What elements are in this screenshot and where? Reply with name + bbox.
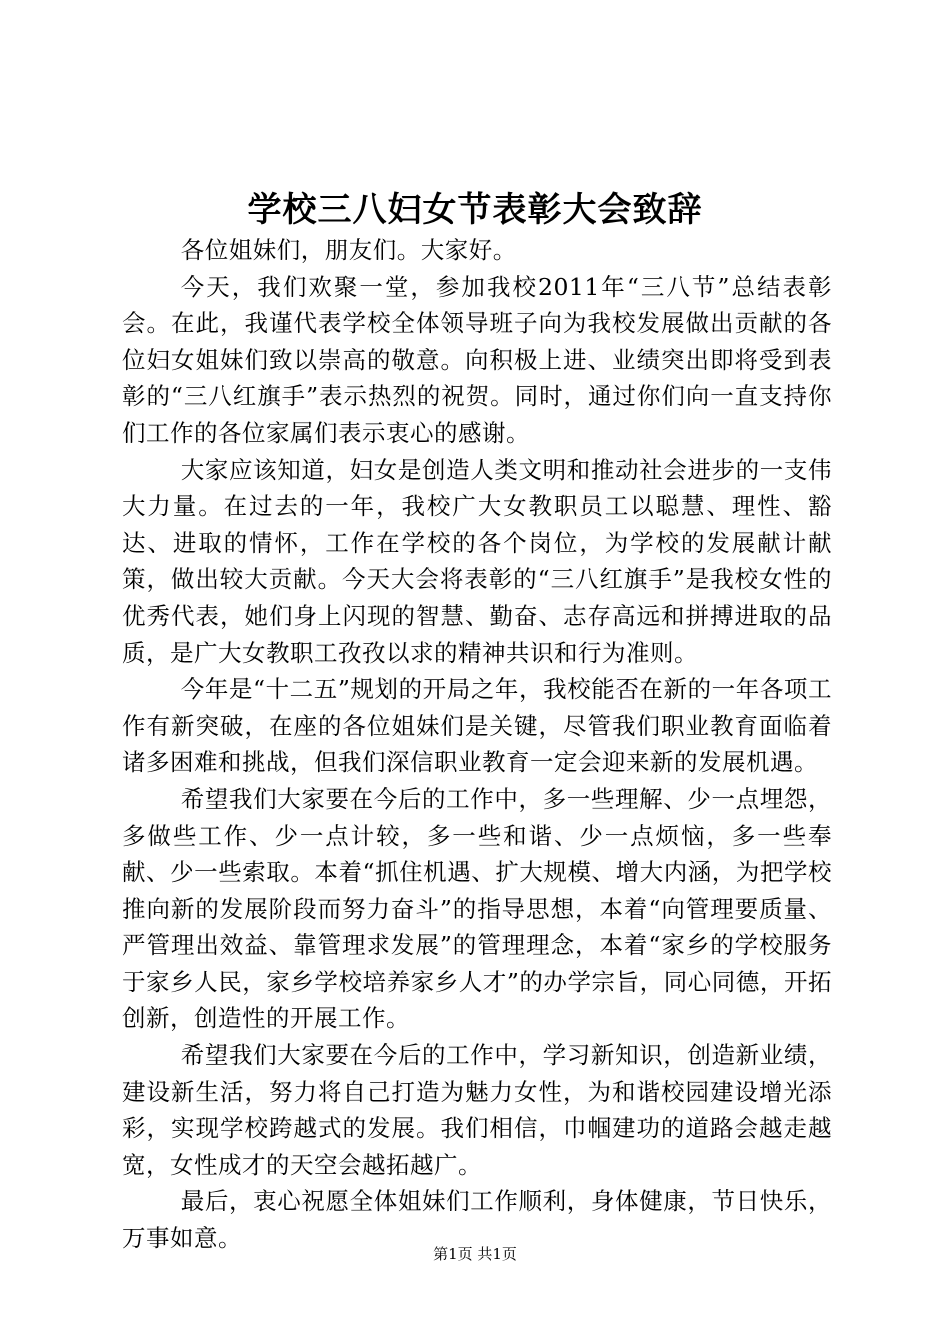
document-body bbox=[122, 232, 832, 1257]
paragraph-hopes-development: 希望我们大家要在今后的工作中，学习新知识，创造新业绩，建设新生活，努力将自己打造为魅力女性，为和谐校园建设增光添彩，实现学校跨越式的发展。我们相信，巾帼建功的道路会越走越宽，女性成才的天空会越拓越广。 bbox=[122, 1041, 832, 1179]
paragraph-women-contribution: 大家应该知道，妇女是创造人类文明和推动社会进步的一支伟大力量。在过去的一年，我校广大女教职员工以聪慧、理性、豁达、进取的情怀，工作在学校的各个岗位，为学校的发展献计献策，做出较大贡献。今天大会将表彰的“三八红旗手”是我校女性的优秀代表，她们身上闪现的智慧、勤奋、志存高远和拼搏进取的品质，是广大女教职工孜孜以求的精神共识和行为准则。 bbox=[122, 455, 832, 667]
document-title: 学校三八妇女节表彰大会致辞 bbox=[247, 190, 703, 230]
paragraph-greeting: 各位姐妹们，朋友们。大家好。 bbox=[180, 236, 517, 264]
paragraph-hopes-work: 希望我们大家要在今后的工作中，多一些理解、少一点埋怨，多做些工作、少一点计较，多一些和谐、少一点烦恼，多一些奉献、少一些索取。本着“抓住机遇、扩大规模、增大内涵，为把学校推向新的发展阶段而努力奋斗”的指导思想，本着“向管理要质量、严管理出效益、靠管理求发展”的管理理念，本着“家乡的学校服务于家乡人民，家乡学校培养家乡人才”的办学宗旨，同心同德，开拓创新，创造性的开展工作。 bbox=[122, 784, 832, 1033]
page-number-footer: 第1页 共1页 bbox=[433, 1245, 517, 1263]
paragraph-five-year-plan: 今年是“十二五”规划的开局之年，我校能否在新的一年各项工作有新突破，在座的各位姐妹们是关键，尽管我们职业教育面临着诸多困难和挑战，但我们深信职业教育一定会迎来新的发展机遇。 bbox=[122, 675, 832, 777]
paragraph-opening: 今天，我们欢聚一堂，参加我校2011年“三八节”总结表彰会。在此，我谨代表学校全体领导班子向为我校发展做出贡献的各位妇女姐妹们致以崇高的敬意。向积极上进、业绩突出即将受到表彰的“三八红旗手”表示热烈的祝贺。同时，通过你们向一直支持你们工作的各位家属们表示衷心的感谢。 bbox=[122, 272, 832, 447]
paragraph-closing: 最后，衷心祝愿全体姐妹们工作顺利，身体健康，节日快乐，万事如意。 bbox=[122, 1187, 832, 1253]
